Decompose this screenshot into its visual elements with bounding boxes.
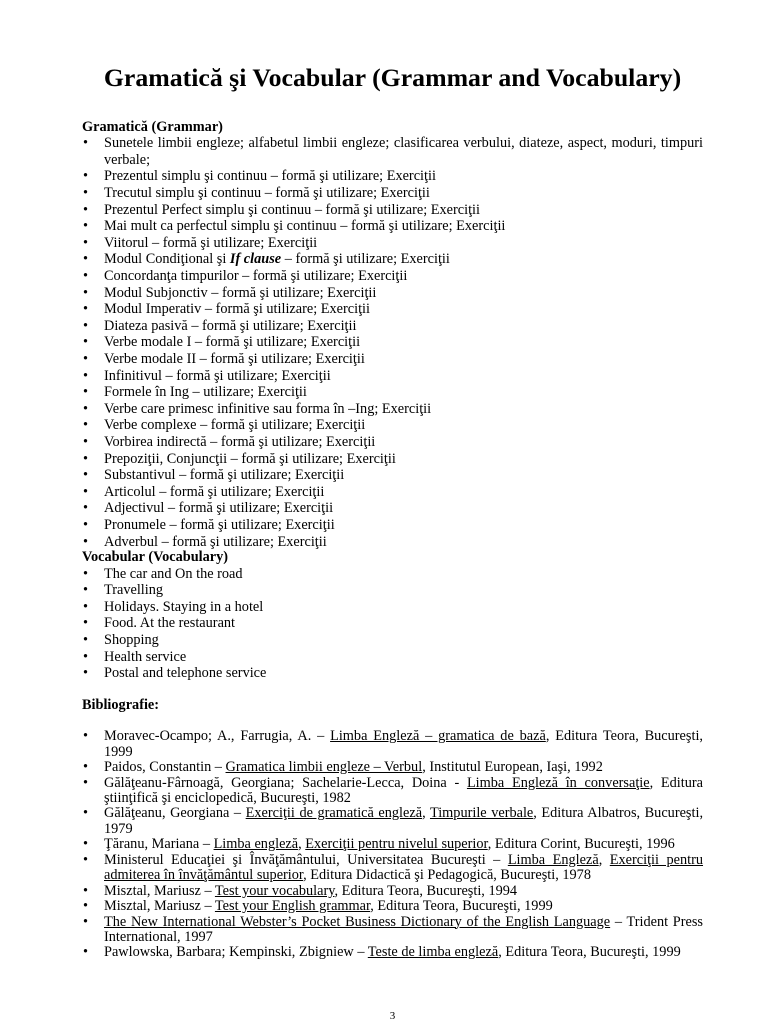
bib-title: Test your vocabulary xyxy=(214,882,335,899)
grammar-item xyxy=(82,318,703,335)
bullet-icon xyxy=(83,599,88,616)
grammar-item xyxy=(82,185,703,202)
bib-subtitle: Exerciţii pentru nivelul superior xyxy=(305,836,488,853)
grammar-item xyxy=(82,135,703,168)
vocabulary-item xyxy=(82,566,703,583)
bullet-icon xyxy=(83,729,88,744)
vocabulary-item-text: The car and On the road xyxy=(104,565,243,582)
bibliography-item xyxy=(82,729,703,760)
grammar-item-text: Adjectivul – formă şi utilizare; Exerciţii xyxy=(104,500,334,517)
bibliography-item xyxy=(82,760,703,775)
grammar-item xyxy=(82,368,703,385)
grammar-item-text: Concordanţa timpurilor – formă şi utilizare; Exerciţii xyxy=(104,268,408,285)
bullet-icon xyxy=(83,899,88,914)
bibliography-item xyxy=(82,945,703,960)
grammar-item-text: Prezentul simplu şi continuu – formă şi utilizare; Exerciţii xyxy=(104,168,436,185)
grammar-item-text: Verbe modale II – formă şi utilizare; Exerciţii xyxy=(104,351,365,367)
grammar-item-text: Substantivul – formă şi utilizare; Exerciţii xyxy=(104,467,345,484)
bib-title: Test your English grammar xyxy=(214,898,371,915)
grammar-section xyxy=(82,119,703,550)
vocabulary-item-text: Food. At the restaurant xyxy=(104,615,236,632)
bullet-icon xyxy=(83,853,88,868)
grammar-item-text: Trecutul simplu şi continuu – formă şi utilizare; Exerciţii xyxy=(104,185,430,202)
bib-title: Limba Engleză – gramatica de bază xyxy=(330,728,546,745)
bullet-icon xyxy=(83,301,88,318)
bib-subtitle: Timpurile verbale xyxy=(429,805,534,822)
bullet-icon xyxy=(83,135,88,152)
bib-separator: , xyxy=(598,851,610,868)
bib-publisher: , Editura Corint, Bucureşti, 1996 xyxy=(487,836,675,853)
vocabulary-item-text: Postal and telephone service xyxy=(104,665,267,682)
bullet-icon xyxy=(83,776,88,791)
page-title: Gramatică şi Vocabular (Grammar and Vocabulary) xyxy=(103,63,682,92)
bullet-icon xyxy=(83,566,88,583)
bibliography-item xyxy=(82,837,703,852)
bullet-icon xyxy=(83,582,88,599)
grammar-item xyxy=(82,268,703,285)
vocabulary-item-text: Health service xyxy=(104,648,187,665)
bib-author: Pawlowska, Barbara; Kempinski, Zbigniew – xyxy=(104,944,368,961)
bib-title: Limba Engleză în conversaţie xyxy=(466,774,650,791)
grammar-item-text: Infinitivul – formă şi utilizare; Exerciţii xyxy=(104,367,331,384)
vocabulary-item xyxy=(82,665,703,682)
bullet-icon xyxy=(83,649,88,666)
grammar-item-text: Verbe care primesc infinitive sau forma în –Ing; Exerciţii xyxy=(104,400,432,417)
grammar-item xyxy=(82,467,703,484)
grammar-item-text: Verbe complexe – formă şi utilizare; Exerciţii xyxy=(104,417,366,434)
bullet-icon xyxy=(83,318,88,335)
bib-publisher: , Editura Teora, Bucureşti, 1999 xyxy=(498,944,681,961)
bib-author: Ţăranu, Mariana – xyxy=(104,836,214,853)
bib-publisher: , Editura Albatros, Bucureşti, 1979 xyxy=(104,805,704,837)
vocabulary-item xyxy=(82,649,703,666)
grammar-item xyxy=(82,401,703,418)
bullet-icon xyxy=(83,218,88,235)
grammar-heading: Gramatică (Grammar) xyxy=(82,118,223,135)
bib-publisher: , Institutul European, Iaşi, 1992 xyxy=(422,759,603,776)
bib-publisher: , Editura Didactică şi Pedagogică, Bucureşti, 1978 xyxy=(303,867,591,884)
vocabulary-item-text: Shopping xyxy=(104,631,159,648)
bullet-icon xyxy=(83,884,88,899)
grammar-item xyxy=(82,417,703,434)
bib-author: Ministerul Educaţiei şi Învăţământului, Universitatea Bucureşti – xyxy=(104,851,508,868)
bullet-icon xyxy=(83,467,88,484)
grammar-item xyxy=(82,334,703,351)
vocabulary-item xyxy=(82,599,703,616)
bibliography-item xyxy=(82,884,703,899)
grammar-item-text: Prezentul Perfect simplu şi continuu – formă şi utilizare; Exerciţii xyxy=(104,201,480,218)
bullet-icon xyxy=(83,500,88,517)
bullet-icon xyxy=(83,484,88,501)
bullet-icon xyxy=(83,451,88,468)
bib-publisher: , Editura Teora, Bucureşti, 1999 xyxy=(370,898,553,915)
bullet-icon xyxy=(83,632,88,649)
bullet-icon xyxy=(83,185,88,202)
bullet-icon xyxy=(83,401,88,418)
grammar-item xyxy=(82,500,703,517)
grammar-item-text: – formă şi utilizare; Exerciţii xyxy=(281,251,450,268)
grammar-item-text: Adverbul – formă şi utilizare; Exerciţii xyxy=(104,533,327,550)
bibliography-item xyxy=(82,853,703,884)
grammar-item-text: Articolul – formă şi utilizare; Exerciţii xyxy=(104,483,325,500)
bullet-icon xyxy=(83,417,88,434)
bib-author: Misztal, Mariusz – xyxy=(104,882,215,899)
bullet-icon xyxy=(83,384,88,401)
grammar-item xyxy=(82,384,703,401)
grammar-item xyxy=(82,251,703,268)
grammar-item xyxy=(82,285,703,302)
grammar-item xyxy=(82,168,703,185)
bibliography-heading: Bibliografie: xyxy=(82,697,160,713)
bib-author: Paidos, Constantin – xyxy=(104,759,226,776)
vocabulary-item-text: Travelling xyxy=(104,582,164,599)
bib-title: Gramatica limbii engleze – Verbul xyxy=(225,759,423,776)
bullet-icon xyxy=(83,368,88,385)
grammar-item xyxy=(82,351,703,368)
vocabulary-heading: Vocabular (Vocabulary) xyxy=(82,549,229,565)
bullet-icon xyxy=(83,915,88,930)
grammar-item-text: Verbe modale I – formă şi utilizare; Exerciţii xyxy=(104,334,361,351)
bullet-icon xyxy=(83,615,88,632)
bibliography-list xyxy=(82,729,703,961)
bullet-icon xyxy=(83,517,88,534)
bibliography-item xyxy=(82,899,703,914)
bib-publisher: , Editura Teora, Bucureşti, 1994 xyxy=(334,882,518,899)
grammar-item-text: Vorbirea indirectă – formă şi utilizare; Exerciţii xyxy=(104,433,376,450)
bib-author: Gălăţeanu-Fârnoagă, Georgiana; Sachelarie-Lecca, Doina - xyxy=(104,774,467,791)
bullet-icon xyxy=(83,534,88,551)
grammar-item-text: Pronumele – formă şi utilizare; Exerciţii xyxy=(104,516,335,533)
bib-author: Gălăţeanu, Georgiana – xyxy=(104,805,246,822)
bib-title: Teste de limba engleză xyxy=(367,944,499,961)
bullet-icon xyxy=(83,434,88,451)
bullet-icon xyxy=(83,760,88,775)
bib-title: Exerciţii de gramatică engleză xyxy=(245,805,423,822)
bib-author: Moravec-Ocampo; A., Farrugia, A. – xyxy=(104,728,331,745)
bullet-icon xyxy=(83,351,88,368)
grammar-item-text: Modul Imperativ – formă şi utilizare; Exerciţii xyxy=(104,301,371,318)
vocabulary-list xyxy=(82,566,703,682)
bib-publisher: , Editura Teora, Bucureşti, 1999 xyxy=(104,728,703,760)
bullet-icon xyxy=(83,168,88,185)
bullet-icon xyxy=(83,202,88,219)
grammar-item-text: Viitorul – formă şi utilizare; Exerciţii xyxy=(104,234,318,251)
grammar-item-text: Prepoziţii, Conjuncţii – formă şi utilizare; Exerciţii xyxy=(104,450,396,467)
bullet-icon xyxy=(83,806,88,821)
bibliography-item xyxy=(82,915,703,946)
bullet-icon xyxy=(83,251,88,268)
bullet-icon xyxy=(83,837,88,852)
vocabulary-item xyxy=(82,582,703,599)
grammar-item-text: Modul Subjonctiv – formă şi utilizare; Exerciţii xyxy=(104,284,377,301)
bib-publisher: – Trident Press International, 1997 xyxy=(104,913,703,945)
bib-publisher: , Editura ştiinţifică şi enciclopedică, Bucureşti, 1982 xyxy=(104,774,703,807)
grammar-item xyxy=(82,235,703,252)
grammar-item xyxy=(82,534,703,551)
grammar-item-text: Diateza pasivă – formă şi utilizare; Exerciţii xyxy=(104,317,357,334)
grammar-item-text: Formele în Ing – utilizare; Exerciţii xyxy=(104,384,307,401)
bullet-icon xyxy=(83,334,88,351)
bibliography-item xyxy=(82,776,703,807)
vocabulary-item xyxy=(82,632,703,649)
bibliography-section xyxy=(82,729,703,961)
bullet-icon xyxy=(83,945,88,960)
bibliography-item xyxy=(82,806,703,837)
bib-title: The New International Webster’s Pocket Business Dictionary of the English Language xyxy=(104,913,611,930)
grammar-item-text: Modul Condiţional şi xyxy=(104,251,230,268)
grammar-item-text: Mai mult ca perfectul simplu şi continuu – formă şi utilizare; Exerciţii xyxy=(104,218,506,235)
bullet-icon xyxy=(83,285,88,302)
bib-title: Limba Engleză xyxy=(507,851,599,868)
grammar-item xyxy=(82,451,703,468)
grammar-list xyxy=(82,135,703,550)
grammar-item-emphasis: If clause xyxy=(229,251,282,268)
bib-separator: , xyxy=(298,836,306,853)
bullet-icon xyxy=(83,665,88,682)
bib-author: Misztal, Mariusz – xyxy=(104,898,215,915)
bib-separator: , xyxy=(422,805,430,822)
bib-subtitle: Exerciţii pentru admiterea în învăţământul superior xyxy=(104,851,704,884)
grammar-item xyxy=(82,218,703,235)
grammar-item-text: Sunetele limbii engleze; alfabetul limbii engleze; clasificarea verbului, diateze, aspect, moduri, timpuri verbale; xyxy=(104,135,703,168)
bib-title: Limba engleză xyxy=(213,836,299,853)
vocabulary-item xyxy=(82,615,703,632)
vocabulary-item-text: Holidays. Staying in a hotel xyxy=(104,598,264,615)
grammar-item xyxy=(82,484,703,501)
bullet-icon xyxy=(83,235,88,252)
grammar-item xyxy=(82,202,703,219)
grammar-item xyxy=(82,517,703,534)
vocabulary-section xyxy=(82,549,703,682)
bullet-icon xyxy=(83,268,88,285)
grammar-item xyxy=(82,434,703,451)
grammar-item xyxy=(82,301,703,318)
page-number: 3 xyxy=(389,1010,396,1022)
